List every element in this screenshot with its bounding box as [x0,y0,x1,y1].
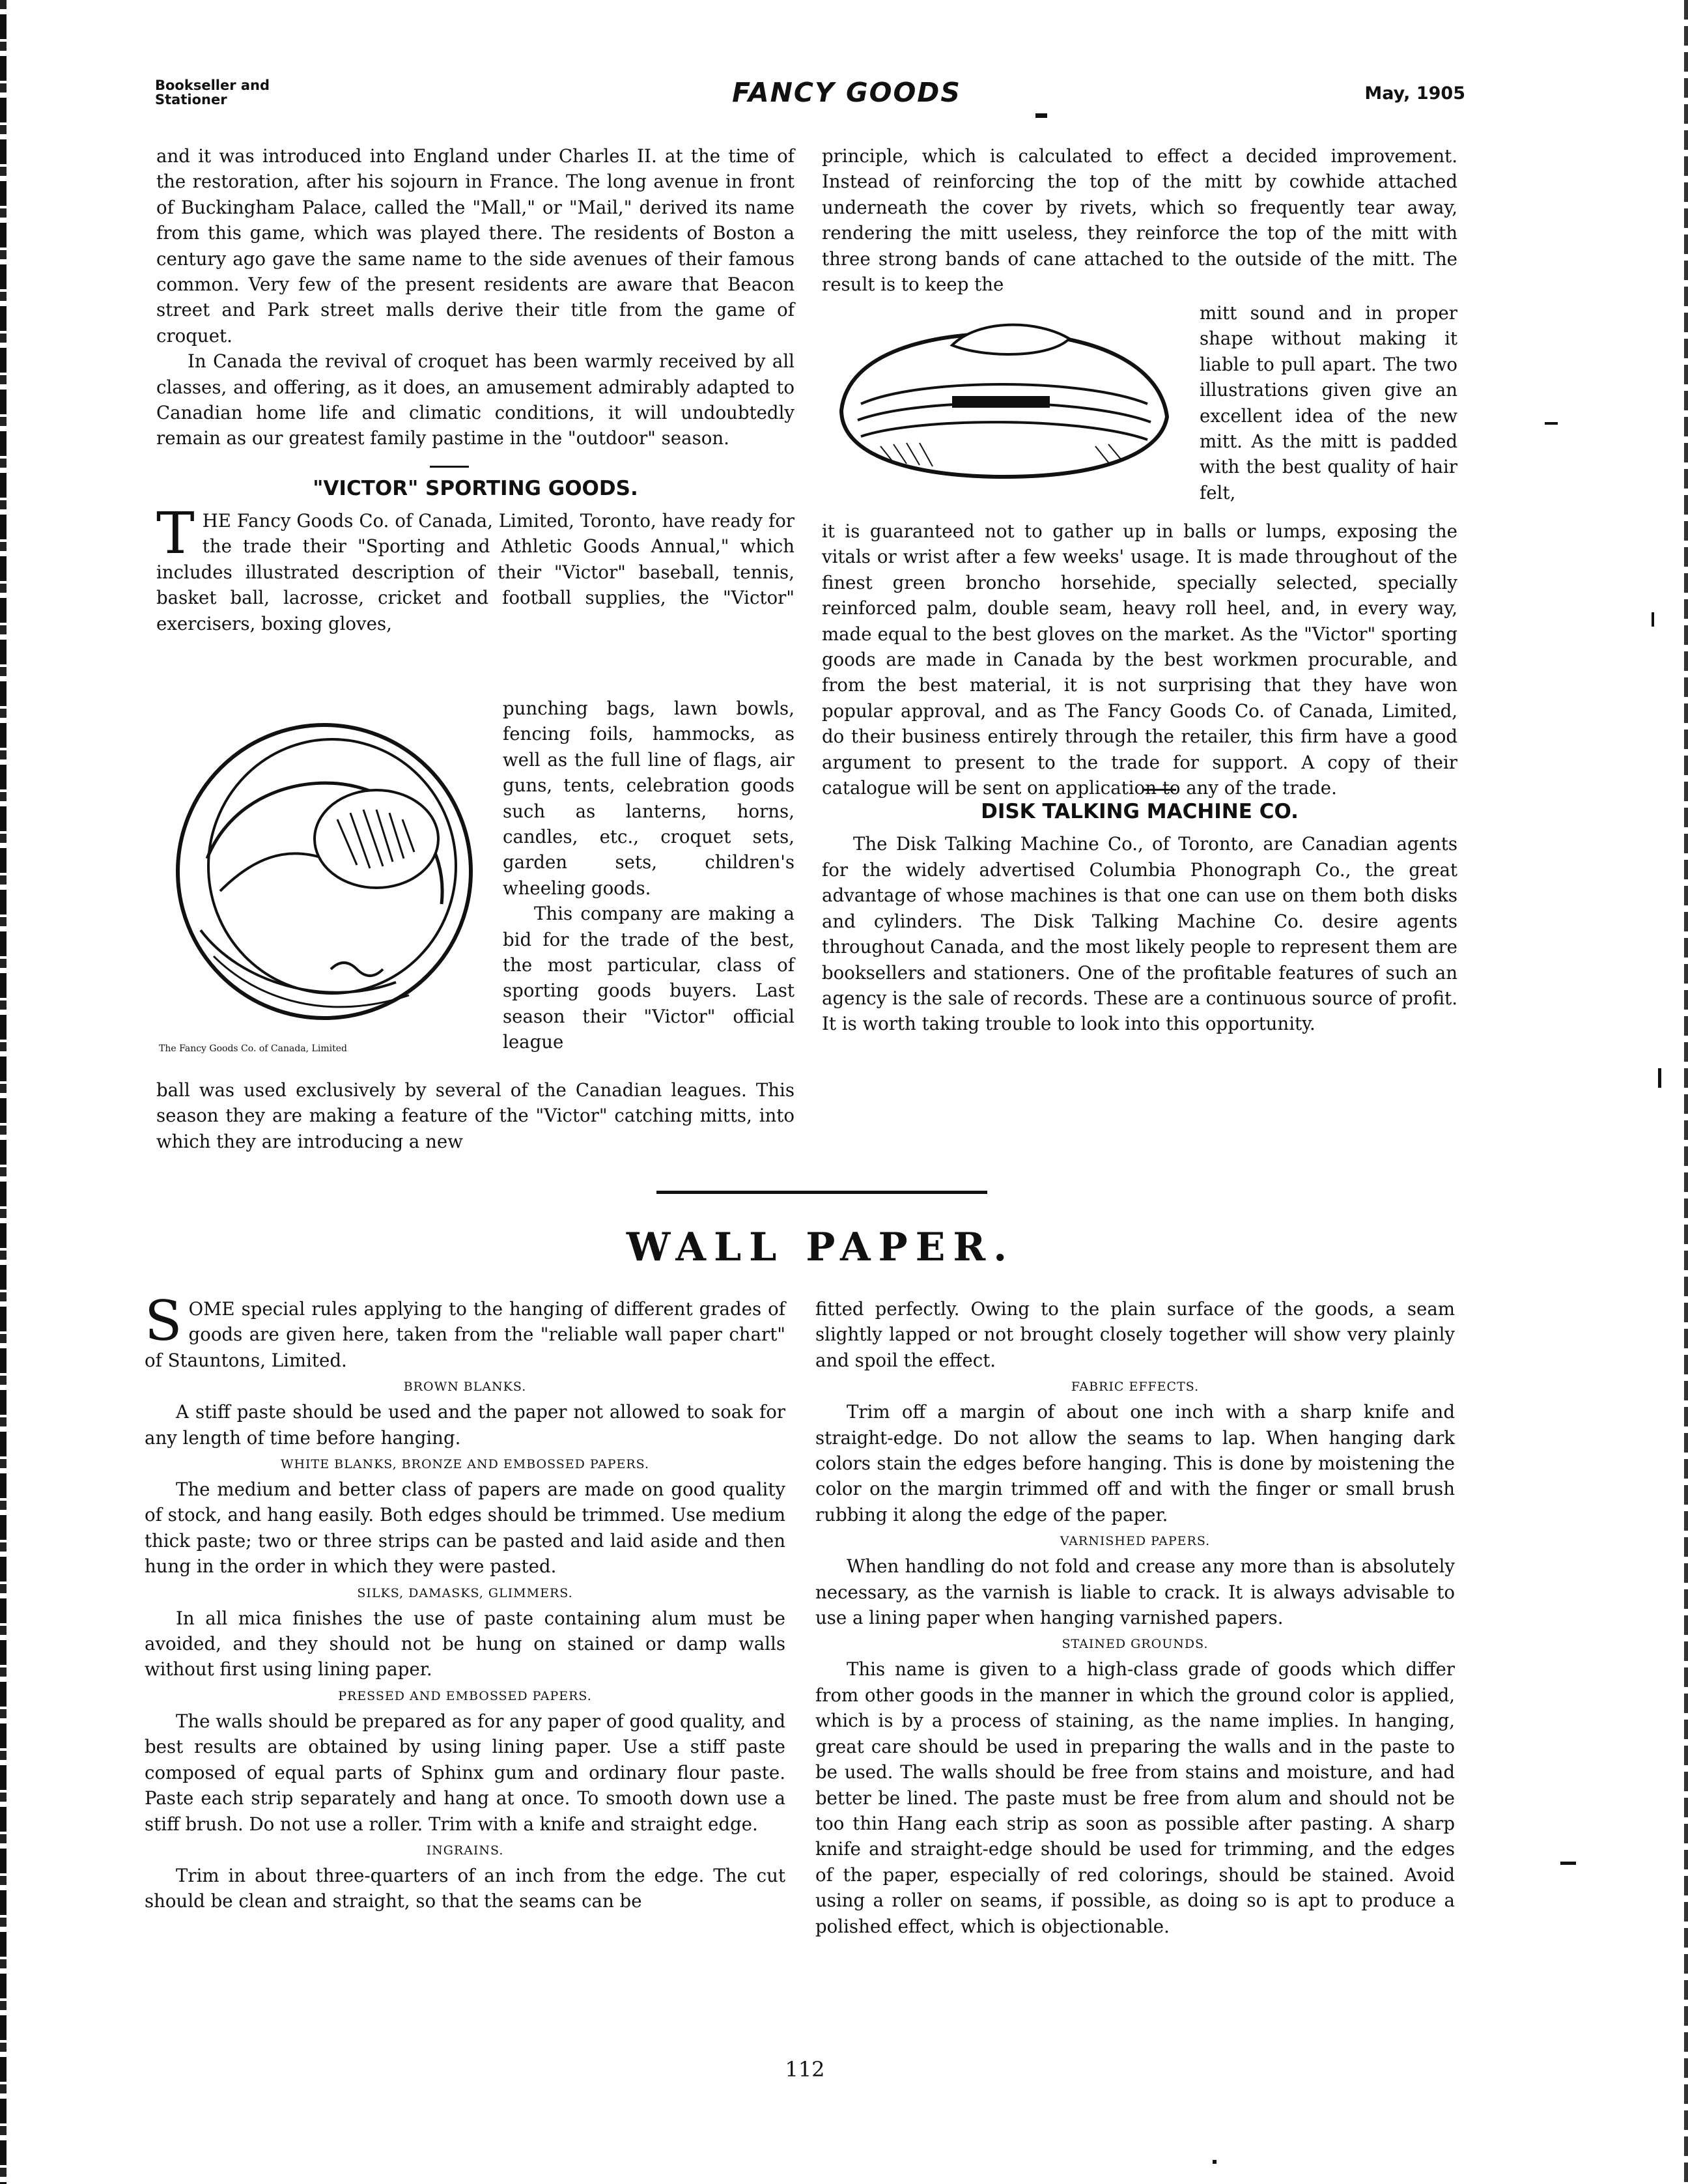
victor-paragraph-2: This company are making a bid for the trade of the best, the most particular, class of sporting goods buyers. Last season their "Victor" official league [503,903,795,1053]
publication-label [155,78,363,107]
victor-dropcap: T [156,499,195,567]
victor-paragraph-1 [156,499,795,636]
wallpaper-dropcap: S [145,1289,182,1353]
disk-paragraph-1: The Disk Talking Machine Co., of Toronto, are Canadian agents for the widely advertised Columbia Phonograph Co., the great advantage of whose machines is that one can use on them both disks and cylinders. The Disk Talking Machine Co. desire agents throughout Canada, and the most likely people to represent them are booksellers and stationers. One of the profitable features of such an agency is the sale of records. These are a continuous source of profit. It is worth taking trouble to look into this opportunity. [822,833,1457,1035]
scan-speck [1652,612,1654,627]
victor-paragraph-1-text: HE Fancy Goods Co. of Canada, Limited, Toronto, have ready for the trade their "Sporting and Athletic Goods Annual," which includes illustrated description of their "Victor" baseball, tennis, basket ball, lacrosse, cricket and football supplies, the "Victor" exercisers, boxing gloves, [156,509,795,634]
fabric-effects-text: Trim off a margin of about one inch with a sharp knife and straight-edge. Do not allow the seams to lap. When hanging dark colors stain the edges before hanging. This is done by moistening the color on the margin trimmed off and with the finger or small brush rubbing it along the edge of the paper. [815,1401,1455,1525]
silks-heading: SILKS, DAMASKS, GLIMMERS. [357,1585,573,1600]
victor-wrap-column [503,696,795,1055]
catching-mitt-illustration [162,696,487,1034]
section-title: FANCY GOODS [732,77,961,108]
scan-speck [1545,422,1558,425]
victor-wrap-text: punching bags, lawn bowls, fencing foils, hammocks, as well as the full line of flags, air guns, tents, celebration goods such as lanterns, horns, candles, etc., croquet sets, garden sets, children's wheeling goods. [503,698,795,899]
issue-date: May, 1905 [1364,83,1465,104]
ingrains-heading: INGRAINS. [426,1843,504,1858]
mitt-paragraph-1-rest: it is guaranteed not to gather up in balls or lumps, exposing the vitals or wrist after a few weeks' usage. It is made throughout of the finest green broncho horsehide, specially selected, specially reinforced palm, double seam, heavy roll heel, and, in every way, made equal to the best gloves on the market. As the "Victor" sporting goods are made in Canada by the best workmen procurable, and from the best material, it is not surprising that they have won popular approval, and as The Fancy Goods Co. of Canada, Limited, do their business entirely through the retailer, this firm have a good argument to present to the trade for support. A copy of their catalogue will be sent on application to any of the trade. [822,520,1457,799]
ingrains-text-continued: fitted perfectly. Owing to the plain surface of the goods, a seam slightly lapped or not brought closely together will show very plainly and spoil the effect. [815,1298,1455,1371]
varnished-heading: VARNISHED PAPERS. [1060,1534,1211,1549]
victor-continued [156,1077,795,1154]
section-rule [656,1191,987,1194]
wallpaper-intro-text: OME special rules applying to the hanging of different grades of goods are given here, taken from the "reliable wall paper chart" of Stauntons, Limited. [145,1298,785,1371]
intro-paragraph-1: and it was introduced into England under Charles II. at the time of the restoration, after his sojourn in France. The long avenue in front of Buckingham Palace, called the "Mall," or "Mail," derived its name from this game, which was played there. The residents of Boston a century ago gave the same name to the side avenues of their famous common. Very few of the present residents are aware that Beacon street and Park street malls derive their title from the game of croquet. [156,145,795,347]
brown-blanks-heading: BROWN BLANKS. [403,1380,527,1395]
mitt-wrap-text: mitt sound and in proper shape without making it liable to pull apart. The two illustrations given give an excellent idea of the new mitt. As the mitt is padded with the best quality of hair felt, [1200,302,1457,503]
publication-label-line1: Bookseller and [155,78,270,93]
scan-edge-right [1684,0,1688,2184]
page-number: 112 [785,2057,825,2082]
scan-speck [1035,113,1047,118]
fabric-effects-heading: FABRIC EFFECTS. [1071,1380,1200,1395]
victor-heading: "VICTOR" SPORTING GOODS. [313,476,638,500]
publication-label-line2: Stationer [155,92,227,107]
mitt-wrap-column [1200,300,1457,505]
scan-speck [1560,1862,1576,1865]
stained-grounds-text: This name is given to a high-class grade of goods which differ from other goods in the manner in which the ground color is applied, which is by a process of staining, as the name implies. In hanging, great care should be used in preparing the walls and in the paste to be used. The walls should be free from stains and moisture, and had better be lined. The paste must be free from alum and should not be too thin Hang each strip as soon as possible after pasting. A sharp knife and straight-edge should be used for trimming, and the edges of the paper, especially of red colorings, should be stained. Avoid using a roller on seams, if possible, as doing so is apt to produce a polished effect, which is objectionable. [815,1658,1455,1937]
top-right-column [822,143,1457,297]
wallpaper-right-column [815,1296,1455,1939]
mitt-continued [822,518,1457,1037]
section-divider [430,466,469,468]
disk-heading: DISK TALKING MACHINE CO. [981,800,1299,824]
white-blanks-text: The medium and better class of papers are made on good quality of stock, and hang easily. Both edges should be trimmed. Use medium thick paste; two or three strips can be pasted and laid aside and then hung in the order in which they were pasted. [145,1479,785,1578]
brown-blanks-text: A stiff paste should be used and the paper not allowed to soak for any length of time before hanging. [145,1401,785,1449]
white-blanks-heading: WHITE BLANKS, BRONZE AND EMBOSSED PAPERS. [280,1457,650,1472]
stained-grounds-heading: STAINED GROUNDS. [1062,1637,1209,1652]
illustration-caption: The Fancy Goods Co. of Canada, Limited [159,1043,347,1054]
victor-paragraph-2-rest: ball was used exclusively by several of the Canadian leagues. This season they are making a feature of the "Victor" catching mitts, into which they are introducing a new [156,1079,795,1152]
scan-edge-left [0,0,7,2184]
varnished-text: When handling do not fold and crease any more than is absolutely necessary, as the varnish is liable to crack. It is always advisable to use a lining paper when hanging varnished papers. [815,1555,1455,1629]
pressed-heading: PRESSED AND EMBOSSED PAPERS. [338,1688,592,1703]
wallpaper-intro [145,1289,785,1373]
pressed-text: The walls should be prepared as for any paper of good quality, and best results are obtained by using lining paper. Use a stiff paste composed of equal parts of Sphinx gum and ordinary flour paste. Paste each strip separately and hang at once. To smooth down use a stiff brush. Do not use a roller. Trim with a knife and straight edge. [145,1710,785,1835]
ingrains-text: Trim in about three-quarters of an inch from the edge. The cut should be clean and straight, so that the seams can be [145,1864,785,1912]
wall-paper-title: WALL PAPER. [626,1225,1015,1270]
intro-paragraph-2: In Canada the revival of croquet has been warmly received by all classes, and offering, as it does, an amusement admirably adapted to Canadian home life and climatic conditions, it will undoubtedly remain as our greatest family pastime in the "outdoor" season. [156,350,795,449]
mitt-paragraph-1: principle, which is calculated to effect a decided improvement. Instead of reinforcing the top of the mitt by cowhide attached underneath the cover by rivets, which so frequently tear away, rendering the mitt useless, they reinforce the top of the mitt with three strong bands of cane attached to the outside of the mitt. The result is to keep the [822,145,1457,296]
scan-speck [1658,1068,1661,1088]
top-left-column [156,143,795,636]
mitt-side-illustration [822,306,1187,495]
scan-speck [1213,2160,1217,2164]
wallpaper-left-column [145,1289,785,1914]
silks-text: In all mica finishes the use of paste containing alum must be avoided, and they should not be hung on stained or damp walls without first using lining paper. [145,1607,785,1681]
